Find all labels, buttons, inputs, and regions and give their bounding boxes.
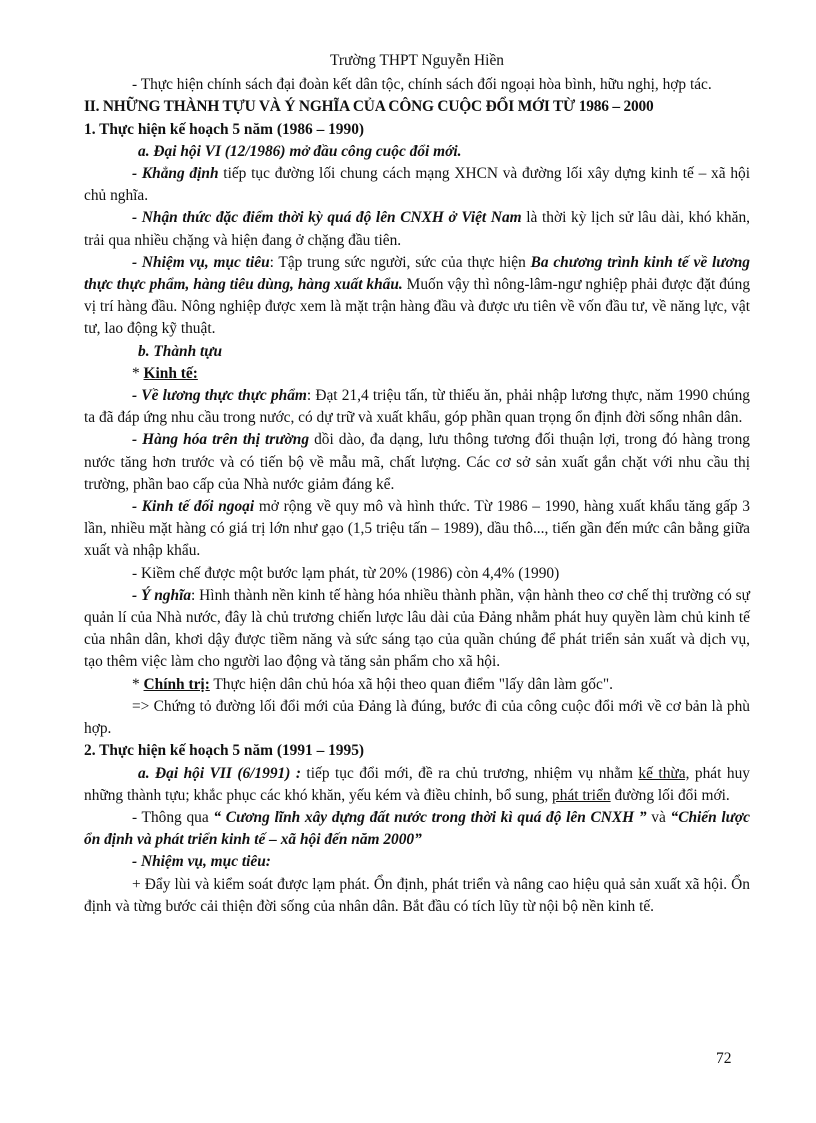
paragraph-text: : Hình thành nền kinh tế hàng hóa nhiều thành phần, vận hành theo cơ chế thị trường có sự quản lí của Nhà nước, đây là chủ trương chiến lược lâu dài của Đảng nhằm phát huy quyền làm chủ kinh tế của nhân dân, khơi dậy được tiềm năng và sức sáng tạo của quần chúng để phát triển sản xuất và dịch vụ, tạo thêm việc làm cho người lao động và tăng sản phẩm cho xã hội. [84,586,750,671]
bullet-star: * [132,675,144,693]
paragraph-text: mở rộng về quy mô và hình thức. Từ 1986 – 1990, hàng xuất khẩu tăng gấp 3 lần, nhiều mặt hàng có giá trị lớn như gạo (1,5 triệu tấn – 1989), dầu thô..., tiến gần đến mức cân bằng giữa xuất và nhập khẩu. [84,498,750,560]
underlined-term: phát triển [552,786,611,804]
paragraph-lead: - Kinh tế đối ngoại [132,498,255,516]
intro-paragraph: - Thực hiện chính sách đại đoàn kết dân tộc, chính sách đối ngoại hòa bình, hữu nghị, hợp tác. [132,76,712,94]
subsection-heading-2: 2. Thực hiện kế hoạch 5 năm (1991 – 1995) [84,742,365,760]
paragraph-khang-dinh [84,163,750,207]
paragraph-text: tiếp tục đường lối chung cách mạng XHCN và đường lối xây dựng kinh tế – xã hội chủ nghĩa. [84,165,750,205]
paragraph-lead: - Hàng hóa trên thị trường [132,431,310,449]
page-number: 72 [716,1050,732,1067]
paragraph-text: tiếp tục đổi mới, đề ra chủ trương, nhiệm vụ nhằm [300,764,639,782]
paragraph-text: phát huy những thành tựu; khắc phục các khó khăn, yếu kém và điều chỉnh, bổ sung, [84,764,750,804]
paragraph-text: đường lối đổi mới. [610,786,730,804]
paragraph-lead: - Về lương thực thực phẩm [132,387,307,405]
paragraph-thong-qua [84,807,750,851]
document-page [84,50,750,918]
paragraph-mid: : Tập trung sức người, sức của thực hiện [269,253,531,271]
paragraph-text: là thời kỳ lịch sử lâu dài, khó khăn, trải qua nhiều chặng và hiện đang ở chặng đầu tiên. [84,209,750,249]
paragraph-text: Muốn vậy thì nông-lâm-ngư nghiệp phải được đặt đúng vị trí hàng đầu. Nông nghiệp được xem là mặt trận hàng đầu và được ưu tiên về vốn đầu tư, về năng lực, vật tư, lao động kỹ thuật. [84,276,751,338]
subsection-heading-1: 1. Thực hiện kế hoạch 5 năm (1986 – 1990) [84,120,365,138]
paragraph-text: : Đạt 21,4 triệu tấn, từ thiếu ăn, phải nhập lương thực, năm 1990 chúng ta đã đáp ứng nhu cầu trong nước, có dự trữ và xuất khẩu, góp phần quan trọng ổn định đời sống nhân dân. [84,387,750,427]
chinh-tri-label: Chính trị: [143,675,210,693]
kinh-te-label: Kinh tế: [143,364,198,382]
paragraph-lead: - Khẳng định [132,165,219,183]
paragraph-nhiem-vu-2: - Nhiệm vụ, mục tiêu: [132,853,271,871]
paragraph-lead: - Ý nghĩa [132,586,192,604]
paragraph-nhiem-vu [84,252,750,341]
paragraph-y-nghia [84,585,750,674]
paragraph-kiem-che: - Kiềm chế được một bước lạm phát, từ 20% (1986) còn 4,4% (1990) [132,564,560,582]
subheading-1b: b. Thành tựu [138,342,223,360]
paragraph-nhan-thuc [84,207,750,251]
paragraph-chinh-tri [84,674,750,696]
paragraph-day-lui: + Đẩy lùi và kiểm soát được lạm phát. Ổn định, phát triển và nâng cao hiệu quả sản xuất xã hội. Ổn định và từng bước cải thiện đời sống của nhân dân. Bắt đầu có tích lũy từ nội bộ nền kinh tế. [84,875,750,915]
kinh-te-label-line [84,363,750,385]
paragraph-lead: a. Đại hội VII (6/1991) : [138,764,301,782]
paragraph-dai-hoi-vii [84,763,750,807]
paragraph-text: Thực hiện dân chủ hóa xã hội theo quan điểm "lấy dân làm gốc". [209,675,613,693]
paragraph-text: dồi dào, đa dạng, lưu thông tương đối thuận lợi, trong đó hàng trong nước tăng hơn trước và có tiến bộ về mẫu mã, chất lượng. Các cơ sở sản xuất gắn chặt với nhu cầu thị trường, phần bao cấp của Nhà nước giảm đáng kể. [84,431,750,493]
paragraph-emphasis: “ Cương lĩnh xây dựng đất nước trong thời kì quá độ lên CNXH ” [213,808,647,826]
paragraph-conclusion: => Chứng tỏ đường lối đổi mới của Đảng là đúng, bước đi của công cuộc đổi mới về cơ bản là phù hợp. [84,697,750,738]
subheading-1a: a. Đại hội VI (12/1986) mở đầu công cuộc đổi mới. [138,142,462,160]
paragraph-mid: và [646,808,671,826]
paragraph-luong-thuc [84,385,750,429]
paragraph-emphasis: Ba chương trình kinh tế về lương thực thực phẩm, hàng tiêu dùng, hàng xuất khẩu. [84,253,750,294]
section-heading-ii: II. NHỮNG THÀNH TỰU VÀ Ý NGHĨA CỦA CÔNG CUỘC ĐỔI MỚI TỪ 1986 – 2000 [84,98,654,116]
paragraph-lead: - Nhiệm vụ, mục tiêu [132,253,270,271]
paragraph-lead: - Thông qua [132,808,214,826]
underlined-term: kế thừa, [638,764,690,782]
page-header: Trường THPT Nguyễn Hiền [330,52,504,69]
bullet-star: * [132,364,144,382]
paragraph-emphasis: “Chiến lược ổn định và phát triển kinh tế – xã hội đến năm 2000” [84,808,750,849]
paragraph-hang-hoa [84,429,750,496]
paragraph-kinh-te-doi-ngoai [84,496,750,563]
paragraph-lead: - Nhận thức đặc điểm thời kỳ quá độ lên CNXH ở Việt Nam [132,209,522,227]
